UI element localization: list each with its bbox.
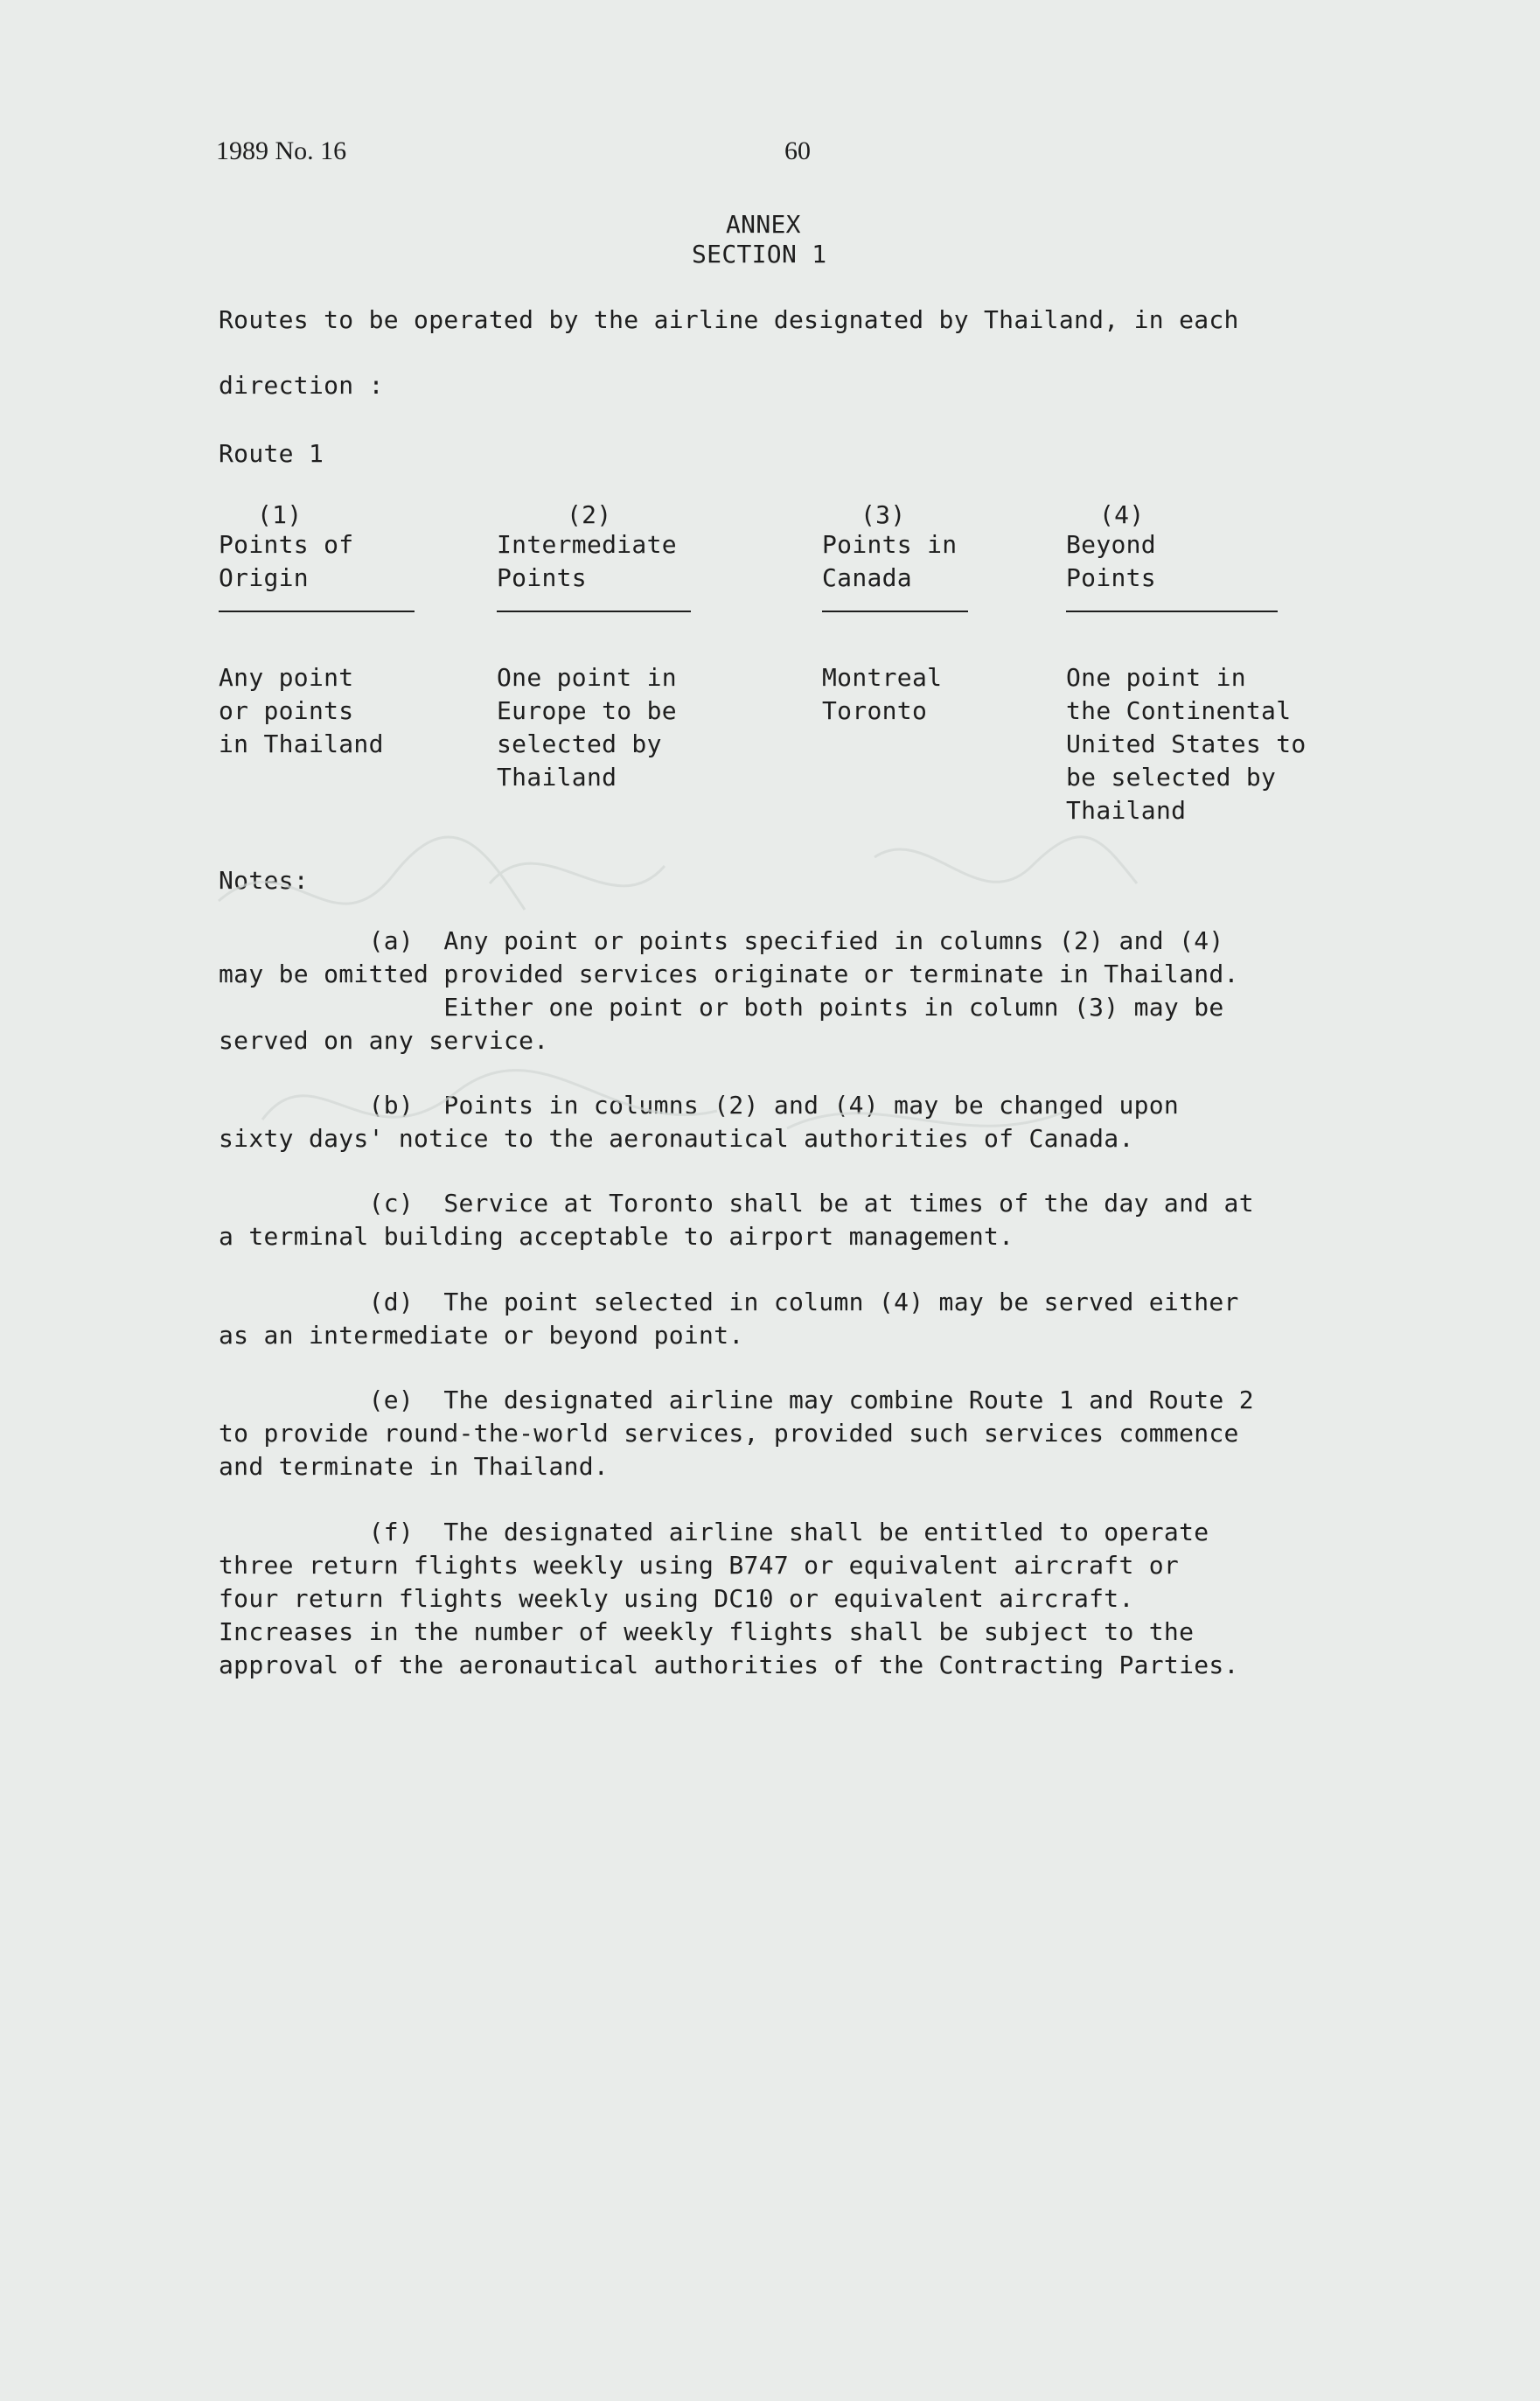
note-line: served on any service. — [219, 1026, 549, 1055]
note-line: (c) Service at Toronto shall be at times of the day and at — [219, 1189, 1254, 1218]
column-body: One point in Europe to be selected by Thailand — [497, 663, 677, 792]
note-line: Either one point or both points in column (3) may be — [219, 993, 1224, 1022]
intro-line-2: direction : — [219, 371, 384, 400]
column-number: (1) — [257, 500, 303, 529]
column-heading: Beyond Points — [1066, 530, 1156, 592]
column-body: One point in the Continental United States to be selected by Thailand — [1066, 663, 1307, 825]
notes-title: Notes: — [219, 866, 309, 895]
note-line: and terminate in Thailand. — [219, 1452, 610, 1481]
column-body: Montreal Toronto — [822, 663, 943, 725]
note-line: (d) The point selected in column (4) may be served either — [219, 1288, 1239, 1316]
page-number: 60 — [784, 136, 811, 165]
column-number: (3) — [861, 500, 906, 529]
note-line: to provide round-the-world services, provided such services commence — [219, 1419, 1239, 1448]
note-line: three return flights weekly using B747 or equivalent aircraft or — [219, 1551, 1180, 1580]
note-line: four return flights weekly using DC10 or equivalent aircraft. — [219, 1584, 1134, 1613]
note-line: (b) Points in columns (2) and (4) may be changed upon — [219, 1091, 1180, 1120]
column-heading: Intermediate Points — [497, 530, 677, 592]
note-line: sixty days' notice to the aeronautical authorities of Canada. — [219, 1124, 1134, 1153]
column-number: (4) — [1099, 500, 1145, 529]
note-line: (e) The designated airline may combine Route 1 and Route 2 — [219, 1385, 1254, 1414]
column-body: Any point or points in Thailand — [219, 663, 384, 758]
route-label: Route 1 — [219, 439, 324, 468]
header-year-number: 1989 No. 16 — [216, 136, 347, 165]
note-line: (f) The designated airline shall be entitled to operate — [219, 1518, 1209, 1546]
annex-title: ANNEX — [726, 210, 801, 239]
note-line: may be omitted provided services originate or terminate in Thailand. — [219, 960, 1239, 988]
section-title: SECTION 1 — [692, 240, 827, 269]
intro-line-1: Routes to be operated by the airline designated by Thailand, in each — [219, 305, 1239, 334]
note-line: approval of the aeronautical authorities of the Contracting Parties. — [219, 1651, 1239, 1679]
column-heading: Points in Canada — [822, 530, 958, 592]
note-line: as an intermediate or beyond point. — [219, 1321, 744, 1350]
note-line: Increases in the number of weekly flights shall be subject to the — [219, 1617, 1195, 1646]
column-number: (2) — [567, 500, 612, 529]
note-line: a terminal building acceptable to airport management. — [219, 1222, 1014, 1251]
column-heading: Points of Origin — [219, 530, 354, 592]
note-line: (a) Any point or points specified in columns (2) and (4) — [219, 926, 1224, 955]
